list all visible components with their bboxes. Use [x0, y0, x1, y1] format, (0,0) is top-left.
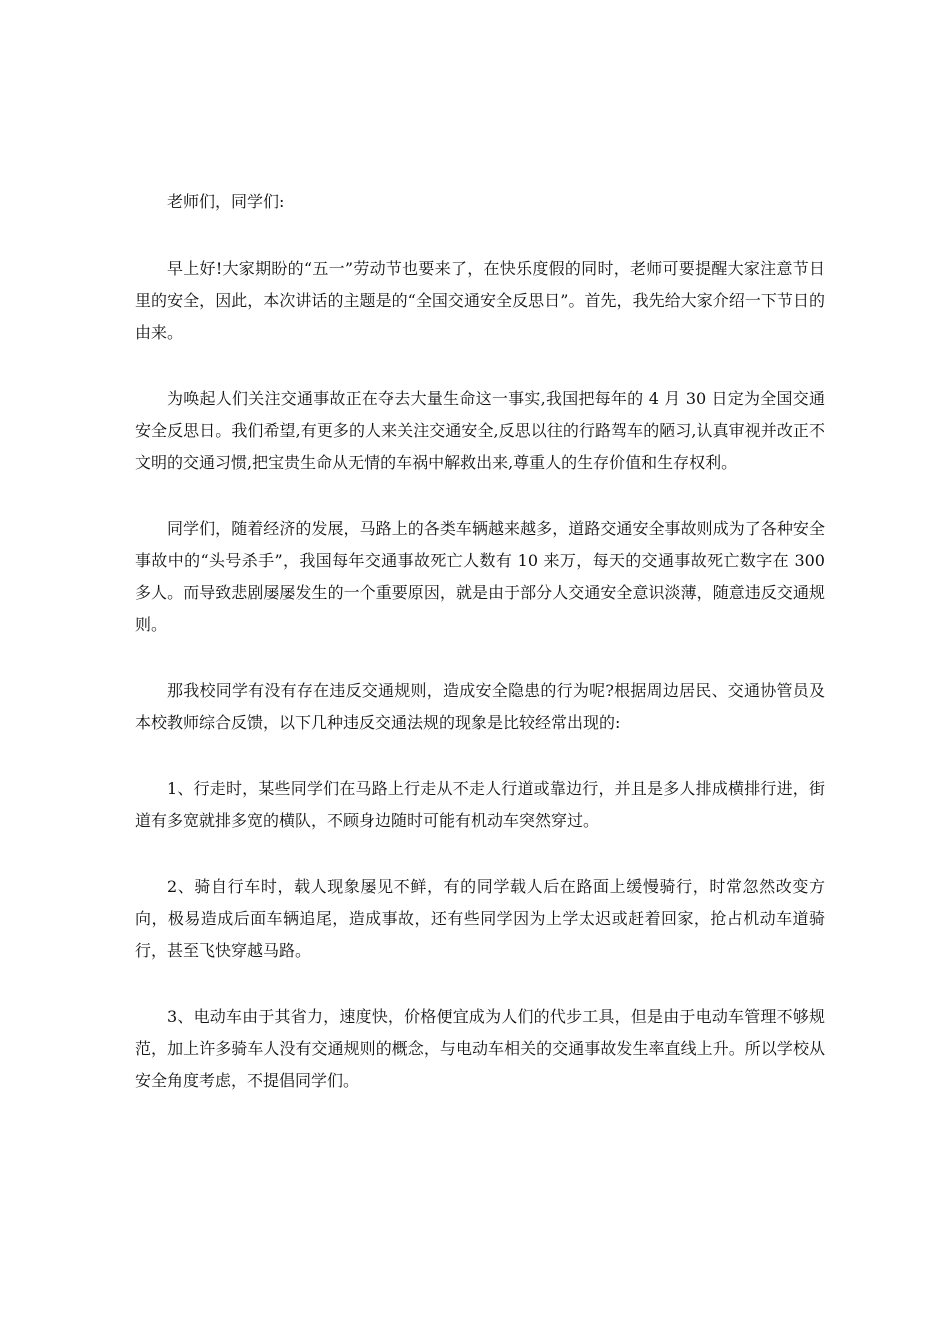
paragraph-greeting: 早上好!大家期盼的“五一”劳动节也要来了，在快乐度假的同时，老师可要提醒大家注意节日里的安全，因此，本次讲话的主题是的“全国交通安全反思日”。首先，我先给大家介绍一下节日的由来。 — [135, 259, 825, 342]
list-item-electric-bike: 3、电动车由于其省力，速度快，价格便宜成为人们的代步工具，但是由于电动车管理不够规范，加上许多骑车人没有交通规则的概念，与电动车相关的交通事故发生率直线上升。所以学校从安全角度考虑，不提倡同学们。 — [135, 1007, 825, 1090]
list-item-cycling: 2、骑自行车时，载人现象屡见不鲜，有的同学载人后在路面上缓慢骑行，时常忽然改变方向，极易造成后面车辆追尾，造成事故，还有些同学因为上学太迟或赶着回家，抢占机动车道骑行，甚至飞快穿越马路。 — [135, 877, 825, 960]
paragraph-feedback: 那我校同学有没有存在违反交通规则，造成安全隐患的行为呢?根据周边居民、交通协管员及本校教师综合反馈，以下几种违反交通法规的现象是比较经常出现的: — [135, 681, 825, 732]
list-item-walking: 1、行走时，某些同学们在马路上行走从不走人行道或靠边行，并且是多人排成横排行进，街道有多宽就排多宽的横队，不顾身边随时可能有机动车突然穿过。 — [135, 779, 825, 830]
paragraph-origin: 为唤起人们关注交通事故正在夺去大量生命这一事实,我国把每年的 4 月 30 日定为全国交通安全反思日。我们希望,有更多的人来关注交通安全,反思以往的行路驾车的陋习,认真审视并改正不文明的交通习惯,把宝贵生命从无情的车祸中解救出来,尊重人的生存价值和生存权利。 — [135, 389, 825, 472]
salutation: 老师们，同学们: — [167, 192, 285, 211]
document-body — [135, 186, 825, 1131]
paragraph-statistics: 同学们，随着经济的发展，马路上的各类车辆越来越多，道路交通安全事故则成为了各种安全事故中的“头号杀手”，我国每年交通事故死亡人数有 10 来万，每天的交通事故死亡数字在 300 多人。而导致悲剧屡屡发生的一个重要原因，就是由于部分人交通安全意识淡薄，随意违反交通规则。 — [135, 519, 825, 634]
